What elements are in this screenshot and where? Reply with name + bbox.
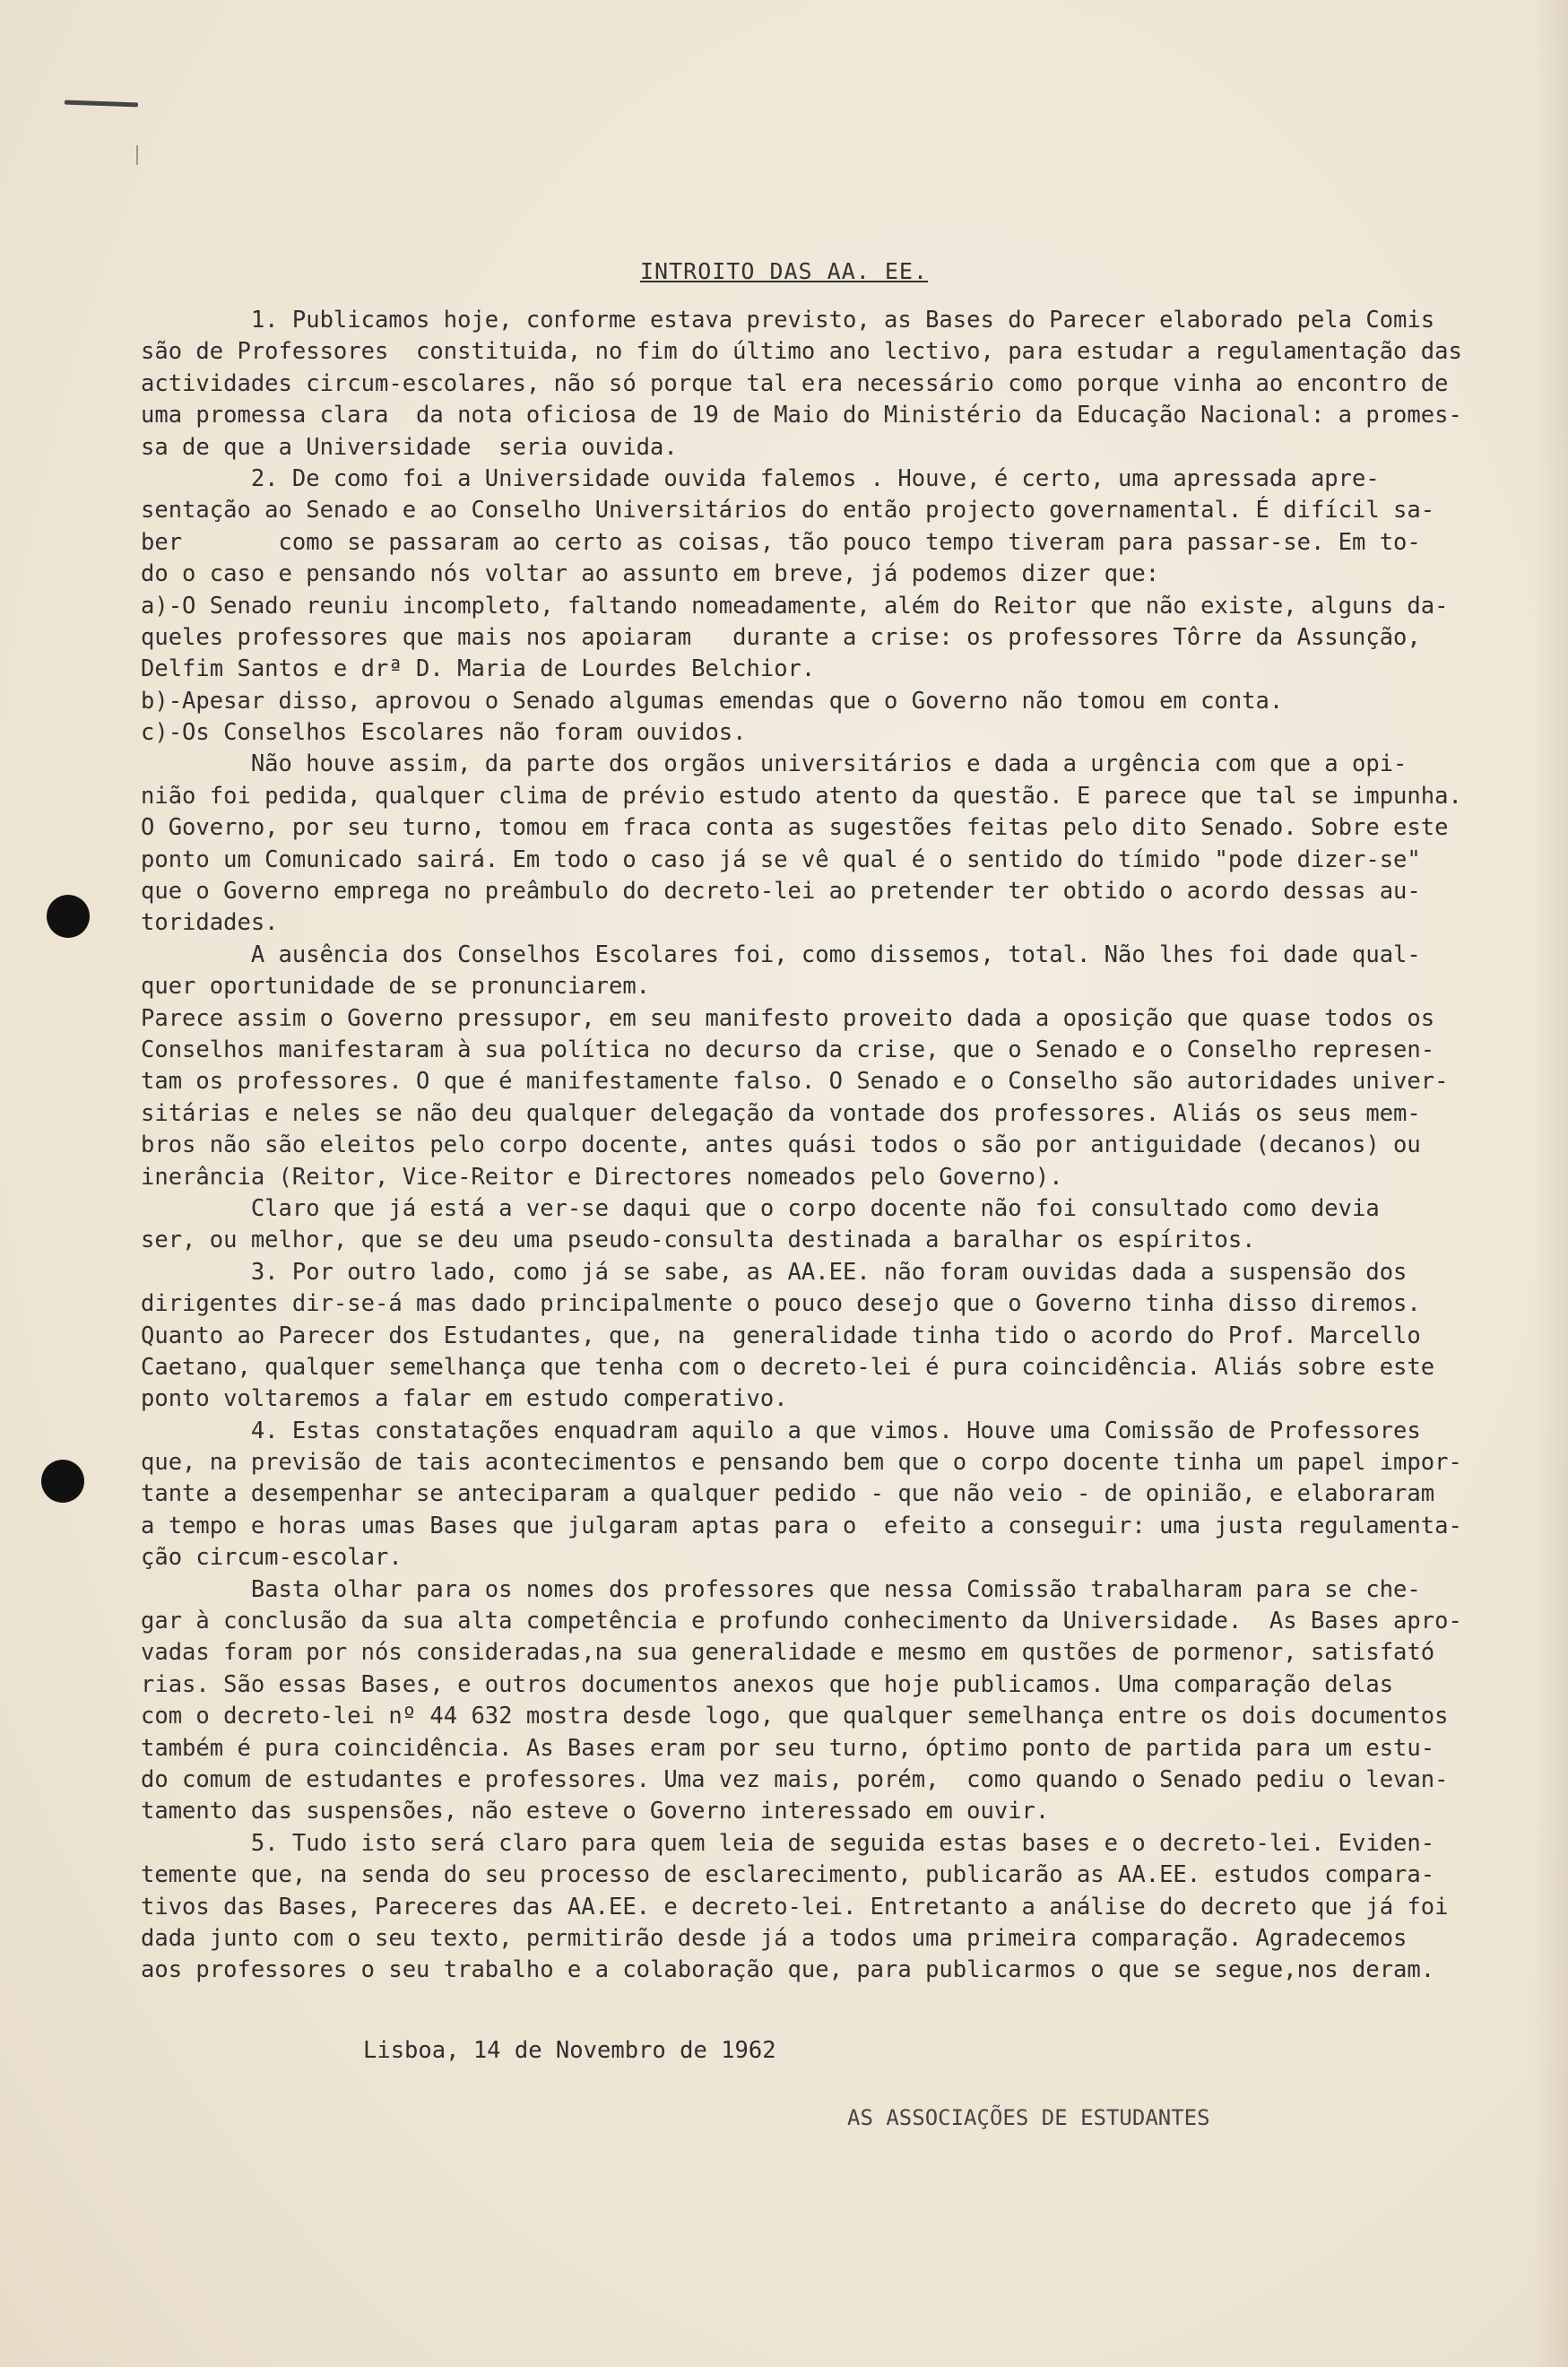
text-line: dirigentes dir-se-á mas dado principalmente o pouco desejo que o Governo tinha disso diremos. xyxy=(141,1290,1421,1318)
text-line: Caetano, qualquer semelhança que tenha com o decreto-lei é pura coincidência. Aliás sobre este xyxy=(141,1353,1435,1381)
text-line: vadas foram por nós consideradas,na sua generalidade e mesmo em qustões de pormenor, satisfató xyxy=(141,1639,1435,1667)
text-line: a tempo e horas umas Bases que julgaram aptas para o efeito a conseguir: uma justa regulamenta- xyxy=(141,1512,1462,1539)
text-line: Delfim Santos e drª D. Maria de Lourdes Belchior. xyxy=(141,655,816,683)
text-line: queles professores que mais nos apoiaram durante a crise: os professores Tôrre da Assunção, xyxy=(141,623,1421,651)
text-line: a)-O Senado reuniu incompleto, faltando nomeadamente, além do Reitor que não existe, alguns da- xyxy=(141,592,1449,620)
text-line: 3. Por outro lado, como já se sabe, as AA.EE. não foram ouvidas dada a suspensão dos xyxy=(141,1258,1408,1286)
text-line: que, na previsão de tais acontecimentos e pensando bem que o corpo docente tinha um papel impor- xyxy=(141,1449,1462,1477)
text-line: uma promessa clara da nota oficiosa de 19 de Maio do Ministério da Educação Nacional: a promes- xyxy=(141,402,1462,429)
text-line: tamento das suspensões, não esteve o Governo interessado em ouvir. xyxy=(141,1798,1050,1825)
text-line: gar à conclusão da sua alta competência e profundo conhecimento da Universidade. As Bases apro- xyxy=(141,1608,1462,1635)
text-line: sentação ao Senado e ao Conselho Universitários do então projecto governamental. É difícil sa- xyxy=(141,497,1435,525)
text-line: que o Governo emprega no preâmbulo do decreto-lei ao pretender ter obtido o acordo dessas au- xyxy=(141,878,1421,906)
text-line: também é pura coincidência. As Bases eram por seu turno, óptimo ponto de partida para um estu- xyxy=(141,1734,1435,1762)
punch-hole-top xyxy=(47,895,90,938)
text-line: O Governo, por seu turno, tomou em fraca conta as sugestões feitas pelo dito Senado. Sobre este xyxy=(141,814,1449,842)
text-line: Parece assim o Governo pressupor, em seu manifesto proveito dada a oposição que quase todos os xyxy=(141,1004,1435,1032)
document-body xyxy=(141,305,1486,1987)
text-line: Conselhos manifestaram à sua política no decurso da crise, que o Senado e o Conselho represen- xyxy=(141,1036,1435,1063)
text-line: ber como se passaram ao certo as coisas, tão pouco tempo tiveram para passar-se. Em to- xyxy=(141,528,1421,556)
text-line: são de Professores constituida, no fim do último ano lectivo, para estudar a regulamentação das xyxy=(141,338,1462,366)
document-date: Lisboa, 14 de Novembro de 1962 xyxy=(363,2037,776,2064)
text-line: b)-Apesar disso, aprovou o Senado algumas emendas que o Governo não tomou em conta. xyxy=(141,687,1284,715)
text-line: quer oportunidade de se pronunciarem. xyxy=(141,973,651,1001)
text-line: Claro que já está a ver-se daqui que o corpo docente não foi consultado como devia xyxy=(141,1194,1380,1222)
text-line: Basta olhar para os nomes dos professores que nessa Comissão trabalharam para se che- xyxy=(141,1575,1421,1603)
text-line: do o caso e pensando nós voltar ao assunto em breve, já podemos dizer que: xyxy=(141,560,1160,588)
text-line: c)-Os Conselhos Escolares não foram ouvidos. xyxy=(141,719,747,747)
text-line: actividades circum-escolares, não só porque tal era necessário como porque vinha ao encontro de xyxy=(141,369,1449,397)
text-line: tivos das Bases, Pareceres das AA.EE. e decreto-lei. Entretanto a análise do decreto que já foi xyxy=(141,1893,1449,1920)
text-line: tante a desempenhar se anteciparam a qualquer pedido - que não veio - de opinião, e elaboraram xyxy=(141,1480,1435,1508)
text-line: 4. Estas constatações enquadram aquilo a que vimos. Houve uma Comissão de Professores xyxy=(141,1417,1421,1444)
text-line: 5. Tudo isto será claro para quem leia de seguida estas bases e o decreto-lei. Eviden- xyxy=(141,1829,1435,1857)
text-line: aos professores o seu trabalho e a colaboração que, para publicarmos o que se segue,nos deram. xyxy=(141,1956,1435,1984)
text-line: ponto voltaremos a falar em estudo comperativo. xyxy=(141,1385,788,1413)
text-line: sa de que a Universidade seria ouvida. xyxy=(141,433,678,461)
text-line: inerância (Reitor, Vice-Reitor e Directores nomeados pelo Governo). xyxy=(141,1163,1063,1191)
text-line: Quanto ao Parecer dos Estudantes, que, na generalidade tinha tido o acordo do Prof. Marcello xyxy=(141,1322,1421,1349)
text-line: ponto um Comunicado sairá. Em todo o caso já se vê qual é o sentido do tímido "pode dizer-se" xyxy=(141,845,1421,873)
text-line: toridades. xyxy=(141,909,279,937)
text-line: nião foi pedida, qualquer clima de prévio estudo atento da questão. E parece que tal se impunha. xyxy=(141,782,1462,810)
punch-hole-bottom xyxy=(41,1460,84,1503)
text-line: tam os professores. O que é manifestamente falso. O Senado e o Conselho são autoridades univer- xyxy=(141,1068,1449,1096)
text-line: temente que, na senda do seu processo de esclarecimento, publicarão as AA.EE. estudos compara- xyxy=(141,1861,1435,1889)
text-line: 1. Publicamos hoje, conforme estava previsto, as Bases do Parecer elaborado pela Comis xyxy=(141,307,1435,334)
text-line: rias. São essas Bases, e outros documentos anexos que hoje publicamos. Uma comparação delas xyxy=(141,1670,1394,1698)
text-line: bros não são eleitos pelo corpo docente, antes quási todos o são por antiguidade (decanos) ou xyxy=(141,1131,1421,1159)
text-line: ção circum-escolar. xyxy=(141,1544,403,1572)
ink-tick xyxy=(136,145,138,165)
text-line: com o decreto-lei nº 44 632 mostra desde logo, que qualquer semelhança entre os dois documentos xyxy=(141,1703,1449,1730)
text-line: 2. De como foi a Universidade ouvida falemos . Houve, é certo, uma apressada apre- xyxy=(141,464,1380,492)
document-title: INTROITO DAS AA. EE. xyxy=(639,258,929,284)
text-line: Não houve assim, da parte dos orgãos universitários e dada a urgência com que a opi- xyxy=(141,750,1408,778)
text-line: do comum de estudantes e professores. Uma vez mais, porém, como quando o Senado pediu o levan- xyxy=(141,1765,1449,1793)
text-line: A ausência dos Conselhos Escolares foi, como dissemos, total. Não lhes foi dade qual- xyxy=(141,941,1421,968)
document-signature: AS ASSOCIAÇÕES DE ESTUDANTES xyxy=(847,2105,1210,2130)
text-line: sitárias e neles se não deu qualquer delegação da vontade dos professores. Aliás os seus mem- xyxy=(141,1099,1421,1127)
text-line: dada junto com o seu texto, permitirão desde já a todos uma primeira comparação. Agradecemos xyxy=(141,1924,1408,1952)
paper-edge-shadow xyxy=(1532,0,1568,2367)
text-line: ser, ou melhor, que se deu uma pseudo-consulta destinada a baralhar os espíritos. xyxy=(141,1227,1256,1254)
